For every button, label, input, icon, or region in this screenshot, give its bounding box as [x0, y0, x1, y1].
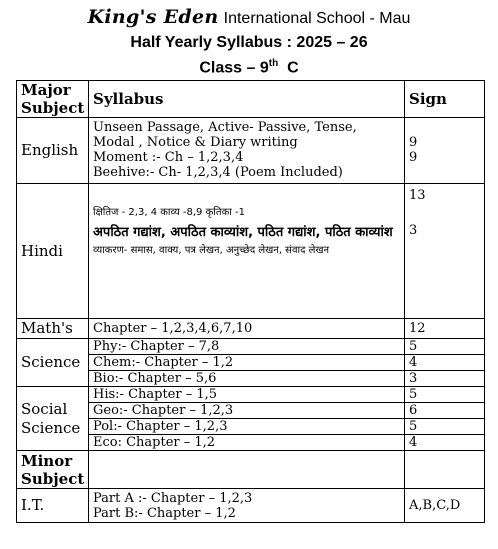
- table-row: [17, 387, 485, 403]
- sign-english: [405, 118, 485, 184]
- subject-social-science: [17, 387, 89, 451]
- sign-value: 4: [405, 435, 485, 451]
- sign-value: 5: [405, 419, 485, 435]
- header-subject-line: Subject: [21, 99, 85, 117]
- header-sign: Sign: [405, 81, 485, 118]
- minor-line: Subject: [21, 469, 85, 488]
- empty-cell: [89, 451, 405, 489]
- sign-hindi: [405, 184, 485, 319]
- hindi-line-3: व्याकरण- समास, वाक्य, पत्र लेखन, अनुच्छेद लेखन, संवाद लेखन: [93, 245, 330, 256]
- syllabus-line: Bio:- Chapter – 5,6: [89, 371, 405, 387]
- sign-value: 9: [409, 135, 418, 150]
- sign-maths: 12: [405, 319, 485, 339]
- subject-it: I.T.: [17, 489, 89, 523]
- table-row: [17, 184, 485, 319]
- syllabus-line: Part B:- Chapter – 1,2: [93, 505, 236, 521]
- sign-value: 13: [409, 188, 426, 203]
- syllabus-line: His:- Chapter – 1,5: [89, 387, 405, 403]
- minor-line: Minor: [21, 451, 73, 470]
- syllabus-it: [89, 489, 405, 523]
- hindi-line-1: क्षितिज - 2,3, 4 काव्य -8,9 कृतिका -1: [93, 207, 245, 218]
- table-row: [17, 339, 485, 355]
- sign-value: 5: [405, 387, 485, 403]
- header-subject-line: Major: [21, 81, 71, 99]
- sign-value: 3: [405, 371, 485, 387]
- empty-cell: [405, 451, 485, 489]
- sign-value: 9: [409, 150, 418, 165]
- syllabus-line: Pol:- Chapter – 1,2,3: [89, 419, 405, 435]
- syllabus-english: [89, 118, 405, 184]
- school-brand: King's Eden: [87, 6, 219, 28]
- sign-value: 4: [405, 355, 485, 371]
- school-title: [0, 6, 498, 28]
- subject-english: English: [17, 118, 89, 184]
- sign-it: A,B,C,D: [405, 489, 485, 523]
- exam-subtitle: Half Yearly Syllabus : 2025 – 26: [130, 34, 368, 51]
- subject-hindi: Hindi: [17, 184, 89, 319]
- syllabus-line: Eco: Chapter – 1,2: [89, 435, 405, 451]
- subject-line: Science: [21, 418, 81, 437]
- syllabus-line: Moment :- Ch – 1,2,3,4: [93, 150, 244, 165]
- class-sup: th: [268, 58, 279, 69]
- table-row: [17, 451, 485, 489]
- syllabus-line: Unseen Passage, Active- Passive, Tense,: [93, 120, 357, 135]
- table-row: [17, 118, 485, 184]
- table-header-row: [17, 81, 485, 118]
- sign-value: 6: [405, 403, 485, 419]
- class-title: [0, 58, 498, 77]
- syllabus-line: Beehive:- Ch- 1,2,3,4 (Poem Included): [93, 165, 343, 180]
- table-row: [17, 319, 485, 339]
- sign-value: 5: [405, 339, 485, 355]
- syllabus-line: Phy:- Chapter – 7,8: [89, 339, 405, 355]
- syllabus-table: [16, 80, 485, 523]
- syllabus-hindi: [89, 184, 405, 319]
- class-prefix: Class – 9: [199, 59, 269, 77]
- syllabus-line: Modal , Notice & Diary writing: [93, 135, 298, 150]
- subject-maths: Math's: [17, 319, 89, 339]
- table-row: [17, 489, 485, 523]
- subject-line: Social: [21, 399, 68, 418]
- school-name-rest: International School - Mau: [223, 10, 411, 27]
- syllabus-maths: Chapter – 1,2,3,4,6,7,10: [89, 319, 405, 339]
- minor-subject-heading: [17, 451, 89, 489]
- header-syllabus: Syllabus: [89, 81, 405, 118]
- hindi-line-2: अपठित गद्यांश, अपठित काव्यांश, पठित गद्यांश, पठित काव्यांश: [93, 225, 393, 240]
- header-subject: [17, 81, 89, 118]
- subject-science: Science: [17, 339, 89, 387]
- sign-value: 3: [409, 223, 418, 238]
- class-section: C: [287, 59, 299, 77]
- syllabus-line: Chem:- Chapter – 1,2: [89, 355, 405, 371]
- syllabus-line: Geo:- Chapter – 1,2,3: [89, 403, 405, 419]
- syllabus-line: Part A :- Chapter – 1,2,3: [93, 490, 253, 506]
